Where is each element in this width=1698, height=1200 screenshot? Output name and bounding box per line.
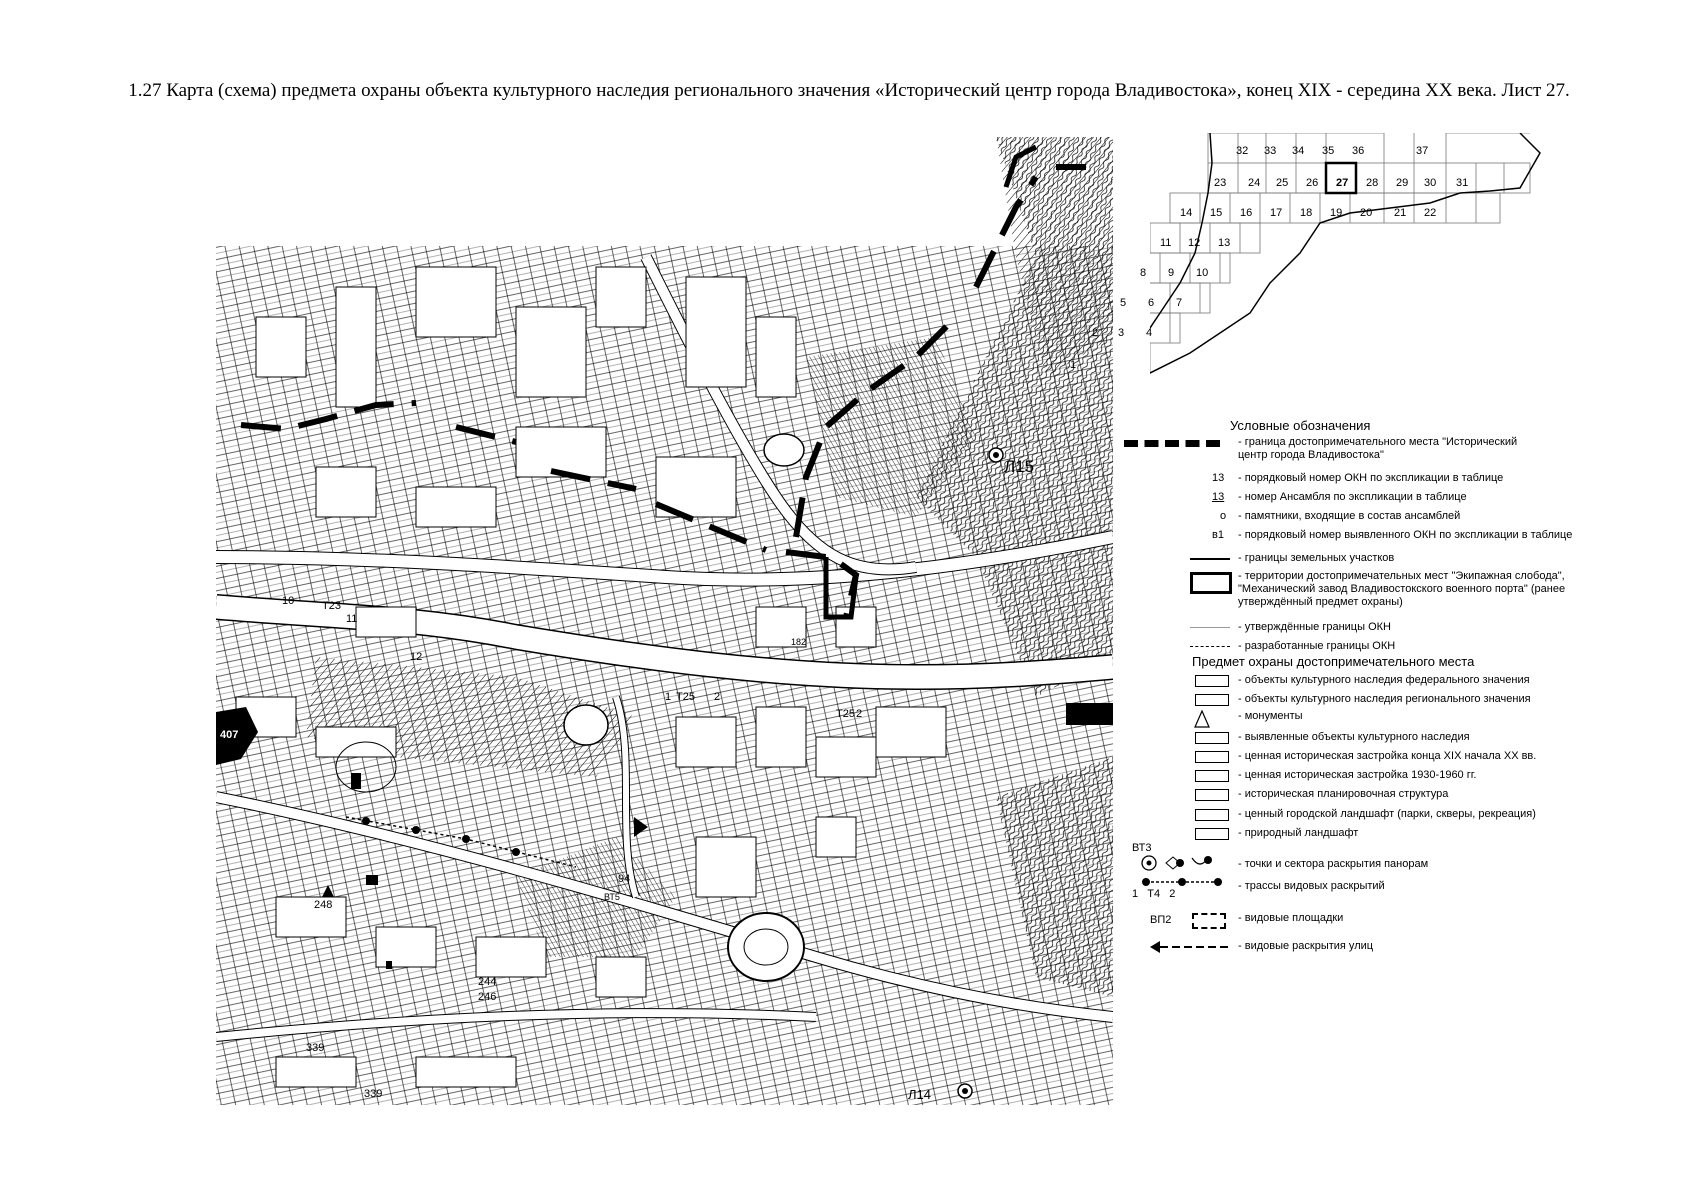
label-248: 248	[314, 899, 333, 911]
legend-developed-bounds	[1140, 640, 1680, 654]
black-dot-1	[351, 773, 361, 789]
legend-view-routes	[1132, 876, 1680, 904]
sheet-label-28[interactable]: 28	[1366, 177, 1379, 189]
sheet-label-22[interactable]: 22	[1424, 207, 1437, 219]
land-plots-text: - границы земельных участков	[1238, 552, 1395, 564]
sheet-label-27[interactable]: 27	[1336, 177, 1349, 189]
label-t25-b: Т25	[836, 708, 855, 720]
main-map[interactable]	[216, 137, 1113, 1105]
sheet-label-26[interactable]: 26	[1306, 177, 1319, 189]
label-10: 10	[282, 595, 295, 607]
sheet-label-34[interactable]: 34	[1292, 145, 1305, 157]
legend-ensemble-num	[1140, 491, 1680, 505]
label-407: 407	[220, 729, 239, 741]
legend-monuments	[1140, 710, 1680, 728]
sheet-label-33[interactable]: 33	[1264, 145, 1277, 157]
sheet-label-31[interactable]: 31	[1456, 177, 1469, 189]
view-routes-text: - трассы видовых раскрытий	[1238, 880, 1385, 892]
developed-bounds-text: - разработанные границы ОКН	[1238, 640, 1396, 652]
monuments-in-text: - памятники, входящие в состав ансамблей	[1238, 510, 1461, 522]
legend-identified-num	[1140, 529, 1680, 543]
street-view-arrow-icon	[1150, 940, 1232, 954]
panorama-text: - точки и сектора раскрытия панорам	[1238, 858, 1429, 870]
valuable-mid-symbol	[1195, 770, 1229, 782]
view-areas-symbol-label: ВП2	[1150, 914, 1172, 926]
valuable-early-symbol	[1195, 751, 1229, 763]
okn-num-symbol: 13	[1212, 472, 1225, 484]
sheet-label-11[interactable]: 11	[1160, 237, 1172, 249]
page-title: 1.27 Карта (схема) предмета охраны объекта культурного наследия регионального значения «Исторический центр города Владивостока», конец XIX - середина XX века. Лист 27.	[128, 80, 1570, 101]
legend-landscape	[1140, 808, 1680, 822]
black-dot-3	[386, 961, 392, 969]
sheet-label-21[interactable]: 21	[1394, 207, 1407, 219]
sheet-label-12[interactable]: 12	[1188, 237, 1201, 249]
approved-bounds-symbol	[1190, 627, 1230, 628]
legend-boundary	[1140, 436, 1680, 461]
territories-symbol	[1190, 572, 1232, 594]
legend-identified	[1140, 731, 1680, 745]
sheet-label-30[interactable]: 30	[1424, 177, 1437, 189]
label-l14: Л14	[908, 1087, 931, 1102]
federal-text: - объекты культурного наследия федерального значения	[1238, 674, 1530, 686]
hill-top	[764, 434, 804, 466]
label-2-b: 2	[856, 708, 863, 720]
sheet-label-23[interactable]: 23	[1214, 177, 1227, 189]
legend	[1132, 418, 1680, 958]
label-244: 244	[478, 976, 497, 988]
label-339-a: 339	[306, 1042, 325, 1054]
sheet-label-29[interactable]: 29	[1396, 177, 1409, 189]
index-grid	[1150, 133, 1570, 413]
legend-panorama	[1132, 836, 1680, 872]
identified-num-text: - порядковый номер выявленного ОКН по экспликации в таблице	[1238, 529, 1573, 541]
sheet-label-24[interactable]: 24	[1248, 177, 1261, 189]
sheet-label-5[interactable]: 5	[1120, 297, 1127, 309]
federal-symbol	[1195, 675, 1229, 687]
district-outline	[1150, 133, 1540, 393]
sheet-label-20[interactable]: 20	[1360, 207, 1373, 219]
view-area-box-icon	[1192, 913, 1226, 929]
label-182: 182	[791, 637, 807, 647]
sheet-label-36[interactable]: 36	[1352, 145, 1365, 157]
sheet-label-1[interactable]: 1	[1070, 359, 1077, 371]
boundary-text: - граница достопримечательного места "Исторический центр города Владивостока"	[1238, 436, 1518, 461]
label-246: 246	[478, 991, 497, 1003]
identified-num-symbol: в1	[1212, 529, 1224, 541]
developed-bounds-symbol	[1190, 646, 1230, 647]
boundary-symbol	[1140, 436, 1232, 450]
sheet-label-6[interactable]: 6	[1148, 297, 1155, 309]
ensemble-num-symbol: 13	[1212, 491, 1225, 503]
planning-symbol	[1195, 789, 1229, 801]
monument-triangle-icon	[1194, 710, 1210, 728]
legend-federal	[1140, 674, 1680, 688]
label-1: 1	[665, 691, 672, 703]
panorama-symbol-label: ВТ3	[1132, 842, 1152, 854]
sheet-label-9[interactable]: 9	[1168, 267, 1175, 279]
legend-approved-bounds	[1140, 621, 1680, 635]
sheet-label-4[interactable]: 4	[1146, 327, 1153, 339]
panorama-point-l15	[989, 448, 1003, 462]
sheet-label-15[interactable]: 15	[1210, 207, 1223, 219]
sheet-label-3[interactable]: 3	[1118, 327, 1125, 339]
sheet-label-8[interactable]: 8	[1140, 267, 1147, 279]
regional-text: - объекты культурного наследия регионального значения	[1238, 693, 1531, 705]
sheet-label-10[interactable]: 10	[1196, 267, 1209, 279]
street-views-text: - видовые раскрытия улиц	[1238, 940, 1374, 952]
label-l15: Л15	[1004, 457, 1035, 476]
landscape-text: - ценный городской ландшафт (парки, скверы, рекреация)	[1238, 808, 1536, 820]
legend-valuable-early	[1140, 750, 1680, 764]
label-t23: Т23	[322, 600, 341, 612]
label-94: 94	[618, 873, 631, 885]
legend-title: Условные обозначения	[1230, 418, 1371, 433]
sheet-label-17[interactable]: 17	[1270, 207, 1283, 219]
sheet-label-7[interactable]: 7	[1176, 297, 1183, 309]
valuable-early-text: - ценная историческая застройка конца XIX начала XX вв.	[1238, 750, 1537, 762]
label-2-a: 2	[714, 691, 721, 703]
sheet-label-37[interactable]: 37	[1416, 145, 1429, 157]
sheet-label-14[interactable]: 14	[1180, 207, 1193, 219]
panorama-point-icon	[1140, 854, 1236, 872]
black-block-east	[1066, 703, 1113, 725]
ensemble-num-text: - номер Ансамбля по экспликации в таблице	[1238, 491, 1467, 503]
sheet-label-32[interactable]: 32	[1236, 145, 1249, 157]
sheet-index-map[interactable]	[1070, 133, 1570, 413]
view-routes-symbol-label: 1 Т4 2	[1132, 888, 1176, 900]
approved-bounds-text: - утверждённые границы ОКН	[1238, 621, 1391, 633]
monuments-text: - монументы	[1238, 710, 1303, 722]
round-plaza-inner	[744, 929, 788, 965]
sheet-label-35[interactable]: 35	[1322, 145, 1335, 157]
subject-title: Предмет охраны достопримечательного места	[1192, 654, 1475, 669]
legend-territories	[1140, 570, 1680, 614]
planning-text: - историческая планировочная структура	[1238, 788, 1449, 800]
label-12: 12	[410, 651, 423, 663]
legend-okn-num	[1140, 472, 1680, 486]
label-339-b: 339	[364, 1088, 383, 1100]
legend-monuments-in	[1140, 510, 1680, 524]
identified-symbol	[1195, 732, 1229, 744]
label-11: 11	[346, 613, 358, 625]
sheet-label-25[interactable]: 25	[1276, 177, 1289, 189]
regional-symbol	[1195, 694, 1229, 706]
territories-text: - территории достопримечательных мест "Экипажная слобода", "Механический завод Владивостокского военного порта" (ранее утверждённый предмет охраны)	[1238, 570, 1566, 608]
label-bt5: ВТ5	[604, 892, 620, 902]
legend-land-plots	[1140, 552, 1680, 566]
okn-num-text: - порядковый номер ОКН по экспликации в таблице	[1238, 472, 1504, 484]
legend-planning	[1140, 788, 1680, 802]
legend-regional	[1140, 693, 1680, 707]
natural-text: - природный ландшафт	[1238, 827, 1359, 839]
monuments-in-symbol: о	[1220, 510, 1227, 522]
legend-view-areas	[1140, 912, 1680, 930]
legend-valuable-mid	[1140, 769, 1680, 783]
label-t25-a: Т25	[676, 691, 695, 703]
sheet-label-2[interactable]: 2	[1092, 327, 1099, 339]
oval-sq	[564, 705, 608, 745]
sheet-label-13[interactable]: 13	[1218, 237, 1231, 249]
valuable-mid-text: - ценная историческая застройка 1930-1960 гг.	[1238, 769, 1477, 781]
view-areas-text: - видовые площадки	[1238, 912, 1344, 924]
legend-street-views	[1140, 940, 1680, 954]
land-plots-symbol	[1190, 558, 1230, 560]
panorama-point-bt	[958, 1084, 972, 1098]
sheet-label-19[interactable]: 19	[1330, 207, 1343, 219]
sheet-label-18[interactable]: 18	[1300, 207, 1313, 219]
black-dot-2	[366, 875, 378, 885]
sheet-label-16[interactable]: 16	[1240, 207, 1253, 219]
identified-text: - выявленные объекты культурного наследия	[1238, 731, 1470, 743]
landscape-symbol	[1195, 809, 1229, 821]
